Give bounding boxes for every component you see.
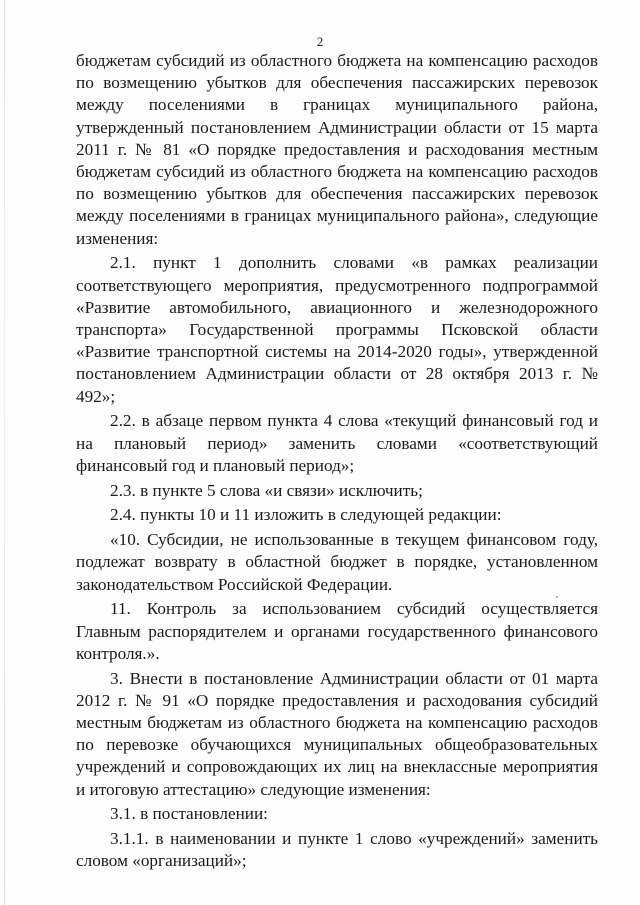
paragraph-2-1: 2.1. пункт 1 дополнить словами «в рамках реализации соответствующего мероприятия, предусмотренного подпрограммой «Развитие автомобильного, авиационного и железнодорожного транспорта» Государственной программы Псковской области «Развитие транспортной системы на 2014-2020 годы», утвержденной постановлением Администрации области от 28 октября 2013 г. № 492»; xyxy=(76,253,598,406)
paragraph-2-2: 2.2. в абзаце первом пункта 4 слова «текущий финансовый год и на плановый период» заменить словами «соответствующий финансовый год и плановый период»; xyxy=(76,411,598,475)
paragraph-2-3: 2.3. в пункте 5 слова «и связи» исключить; xyxy=(110,480,423,500)
paragraph-2-4: 2.4. пункты 10 и 11 изложить в следующей редакции: xyxy=(110,505,502,525)
paragraph-3-1-1: 3.1.1. в наименовании и пункте 1 слово «учреждений» заменить словом «организаций»; xyxy=(76,829,598,871)
paragraph-continuation: бюджетам субсидий из областного бюджета на компенсацию расходов по возмещению убытков для обеспечения пассажирских перевозок между поселениями в границах муниципального района, утвержденный постановлением Администрации области от 15 марта 2011 г. № 81 «О порядке предоставления и расходования местным бюджетам субсидий из областного бюджета на компенсацию расходов по возмещению убытков для обеспечения пассажирских перевозок между поселениями в границах муниципального района», следующие изменения: xyxy=(76,51,598,248)
paragraph-3-1: 3.1. в постановлении: xyxy=(110,804,268,824)
page-number: 2 xyxy=(316,34,324,49)
paragraph-item-11: 11. Контроль за использованием субсидий осуществляется Главным распорядителем и органами государственного финансового контроля.». xyxy=(76,599,598,663)
paragraph-3: 3. Внести в постановление Администрации области от 01 марта 2012 г. № 91 «О порядке предоставления и расходования субсидий местным бюджетам из областного бюджета на компенсацию расходов по перевозке обучающихся муниципальных общеобразовательных учреждений и сопровождающих их лиц на внеклассные мероприятия и итоговую аттестацию» следующие изменения: xyxy=(76,668,598,799)
paragraph-item-10: «10. Субсидии, не использованные в текущем финансовом году, подлежат возврату в областной бюджет в порядке, установленном законодательством Российской Федерации. xyxy=(76,530,598,594)
scan-edge-shadow xyxy=(4,0,5,905)
document-body xyxy=(76,50,598,875)
